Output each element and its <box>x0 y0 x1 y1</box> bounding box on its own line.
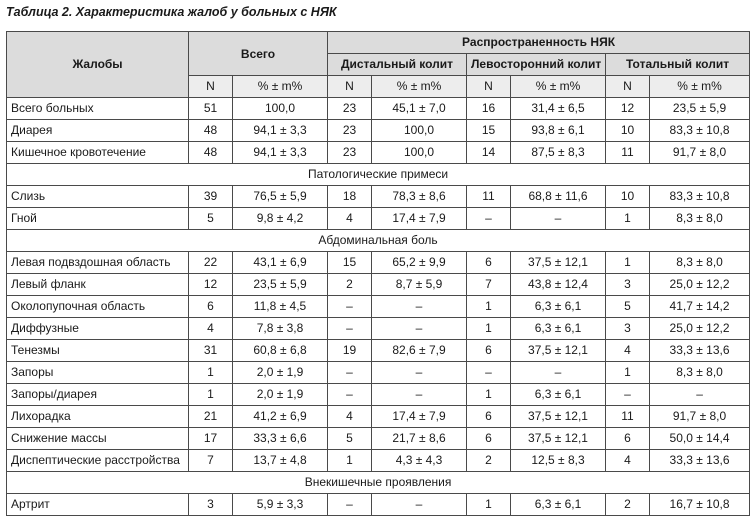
table-cell: 21 <box>189 406 233 428</box>
table-cell: 17 <box>189 428 233 450</box>
table-cell: 60,8 ± 6,8 <box>233 340 328 362</box>
table-cell: 43,8 ± 12,4 <box>511 274 606 296</box>
table-cell: 51 <box>189 98 233 120</box>
table-cell: 11 <box>606 142 650 164</box>
row-label: Артрит <box>7 494 189 516</box>
table-cell: – <box>467 362 511 384</box>
table-cell: – <box>372 296 467 318</box>
section-label: Внекишечные проявления <box>7 472 750 494</box>
section-row <box>7 164 750 186</box>
table-cell: 83,3 ± 10,8 <box>650 186 750 208</box>
header-total: Всего <box>189 32 328 76</box>
table-cell: 33,3 ± 6,6 <box>233 428 328 450</box>
header-pct: % ± m% <box>372 76 467 98</box>
table-cell: 1 <box>467 384 511 406</box>
table-cell: 37,5 ± 12,1 <box>511 340 606 362</box>
table-row <box>7 208 750 230</box>
table-cell: 3 <box>606 274 650 296</box>
row-label: Диспептические расстройства <box>7 450 189 472</box>
table-cell: 23 <box>328 120 372 142</box>
row-label: Гной <box>7 208 189 230</box>
table-cell: – <box>511 208 606 230</box>
table-cell: 12 <box>189 274 233 296</box>
table-cell: – <box>372 494 467 516</box>
table-cell: – <box>606 384 650 406</box>
table-cell: 65,2 ± 9,9 <box>372 252 467 274</box>
table-cell: 18 <box>328 186 372 208</box>
table-cell: 7 <box>189 450 233 472</box>
table-cell: 15 <box>467 120 511 142</box>
table-row <box>7 120 750 142</box>
table-cell: 5 <box>328 428 372 450</box>
table-cell: 21,7 ± 8,6 <box>372 428 467 450</box>
table-cell: – <box>328 494 372 516</box>
table-cell: – <box>328 318 372 340</box>
table-cell: 23 <box>328 98 372 120</box>
table-cell: – <box>328 296 372 318</box>
table-cell: 16,7 ± 10,8 <box>650 494 750 516</box>
row-label: Левая подвздошная область <box>7 252 189 274</box>
table-cell: 17,4 ± 7,9 <box>372 406 467 428</box>
table-row <box>7 274 750 296</box>
header-n: N <box>328 76 372 98</box>
table-cell: 41,2 ± 6,9 <box>233 406 328 428</box>
section-row <box>7 230 750 252</box>
table-cell: 37,5 ± 12,1 <box>511 406 606 428</box>
table-cell: 31,4 ± 6,5 <box>511 98 606 120</box>
row-label: Лихорадка <box>7 406 189 428</box>
row-label: Диарея <box>7 120 189 142</box>
table-cell: 48 <box>189 142 233 164</box>
table-cell: 8,3 ± 8,0 <box>650 362 750 384</box>
row-label: Слизь <box>7 186 189 208</box>
table-cell: 5,9 ± 3,3 <box>233 494 328 516</box>
table-cell: 3 <box>189 494 233 516</box>
row-label: Снижение массы <box>7 428 189 450</box>
table-cell: 25,0 ± 12,2 <box>650 274 750 296</box>
table-cell: 6,3 ± 6,1 <box>511 494 606 516</box>
table-cell: 6 <box>467 252 511 274</box>
table-cell: – <box>650 384 750 406</box>
table-cell: 4,3 ± 4,3 <box>372 450 467 472</box>
table-cell: 1 <box>328 450 372 472</box>
table-cell: 1 <box>189 384 233 406</box>
table-cell: 23,5 ± 5,9 <box>233 274 328 296</box>
table-cell: 8,3 ± 8,0 <box>650 208 750 230</box>
table-cell: 12 <box>606 98 650 120</box>
table-row <box>7 494 750 516</box>
table-cell: 8,3 ± 8,0 <box>650 252 750 274</box>
table-cell: 91,7 ± 8,0 <box>650 142 750 164</box>
table-cell: 6 <box>467 340 511 362</box>
header-complaints: Жалобы <box>7 32 189 98</box>
table-cell: 76,5 ± 5,9 <box>233 186 328 208</box>
table-cell: 37,5 ± 12,1 <box>511 428 606 450</box>
table-cell: 1 <box>467 318 511 340</box>
table-cell: 4 <box>606 450 650 472</box>
table-cell: 100,0 <box>372 142 467 164</box>
table-cell: – <box>372 318 467 340</box>
table-cell: 9,8 ± 4,2 <box>233 208 328 230</box>
table-cell: – <box>328 362 372 384</box>
table-cell: 4 <box>328 208 372 230</box>
table-cell: 1 <box>467 494 511 516</box>
section-row <box>7 472 750 494</box>
table-cell: 1 <box>606 208 650 230</box>
table-cell: 1 <box>606 362 650 384</box>
row-label: Всего больных <box>7 98 189 120</box>
table-cell: 31 <box>189 340 233 362</box>
section-label: Абдоминальная боль <box>7 230 750 252</box>
table-cell: 6,3 ± 6,1 <box>511 318 606 340</box>
table-cell: 6 <box>189 296 233 318</box>
table-caption: Таблица 2. Характеристика жалоб у больных с НЯК <box>6 5 337 19</box>
table-cell: 48 <box>189 120 233 142</box>
table-cell: 1 <box>606 252 650 274</box>
table-cell: 25,0 ± 12,2 <box>650 318 750 340</box>
table-cell: – <box>372 362 467 384</box>
table-cell: 15 <box>328 252 372 274</box>
table-cell: 1 <box>189 362 233 384</box>
header-pct: % ± m% <box>233 76 328 98</box>
table-cell: 23 <box>328 142 372 164</box>
table-cell: – <box>328 384 372 406</box>
table-row <box>7 252 750 274</box>
header-prevalence: Распространенность НЯК <box>328 32 750 54</box>
table-cell: 33,3 ± 13,6 <box>650 450 750 472</box>
table-cell: 2 <box>606 494 650 516</box>
header-n: N <box>467 76 511 98</box>
table-row <box>7 406 750 428</box>
table-cell: 5 <box>606 296 650 318</box>
row-label: Тенезмы <box>7 340 189 362</box>
table-cell: 91,7 ± 8,0 <box>650 406 750 428</box>
table-row <box>7 450 750 472</box>
table-cell: 45,1 ± 7,0 <box>372 98 467 120</box>
row-label: Запоры <box>7 362 189 384</box>
row-label: Запоры/диарея <box>7 384 189 406</box>
table-cell: 50,0 ± 14,4 <box>650 428 750 450</box>
table-cell: 82,6 ± 7,9 <box>372 340 467 362</box>
table-cell: 43,1 ± 6,9 <box>233 252 328 274</box>
table-cell: 19 <box>328 340 372 362</box>
table-cell: 94,1 ± 3,3 <box>233 142 328 164</box>
table-row <box>7 318 750 340</box>
table-cell: 10 <box>606 120 650 142</box>
header-left: Левосторонний колит <box>467 54 606 76</box>
table-cell: – <box>467 208 511 230</box>
table-cell: 22 <box>189 252 233 274</box>
table-cell: – <box>511 362 606 384</box>
header-pct: % ± m% <box>511 76 606 98</box>
table-cell: 4 <box>606 340 650 362</box>
table-cell: 93,8 ± 6,1 <box>511 120 606 142</box>
table-cell: 94,1 ± 3,3 <box>233 120 328 142</box>
table-cell: 37,5 ± 12,1 <box>511 252 606 274</box>
row-label: Левый фланк <box>7 274 189 296</box>
table-row <box>7 296 750 318</box>
table-cell: 6 <box>467 406 511 428</box>
header-n: N <box>606 76 650 98</box>
header-total-colitis: Тотальный колит <box>606 54 750 76</box>
table-row <box>7 142 750 164</box>
complaints-table <box>6 31 750 516</box>
table-cell: 4 <box>328 406 372 428</box>
table-cell: 5 <box>189 208 233 230</box>
table-cell: 11 <box>467 186 511 208</box>
header-n: N <box>189 76 233 98</box>
table-cell: 11,8 ± 4,5 <box>233 296 328 318</box>
table-cell: 6 <box>467 428 511 450</box>
table-cell: 3 <box>606 318 650 340</box>
table-cell: 23,5 ± 5,9 <box>650 98 750 120</box>
table-cell: 6 <box>606 428 650 450</box>
table-row <box>7 362 750 384</box>
table-cell: 11 <box>606 406 650 428</box>
header-pct: % ± m% <box>650 76 750 98</box>
table-cell: 33,3 ± 13,6 <box>650 340 750 362</box>
table-cell: 13,7 ± 4,8 <box>233 450 328 472</box>
table-cell: 1 <box>467 296 511 318</box>
header-distal: Дистальный колит <box>328 54 467 76</box>
section-label: Патологические примеси <box>7 164 750 186</box>
table-cell: 100,0 <box>233 98 328 120</box>
table-cell: 100,0 <box>372 120 467 142</box>
table-cell: 16 <box>467 98 511 120</box>
table-cell: 2,0 ± 1,9 <box>233 384 328 406</box>
table-body <box>7 98 750 516</box>
table-row <box>7 186 750 208</box>
table-row <box>7 428 750 450</box>
table-cell: 68,8 ± 11,6 <box>511 186 606 208</box>
table-cell: 10 <box>606 186 650 208</box>
row-label: Кишечное кровотечение <box>7 142 189 164</box>
table-row <box>7 340 750 362</box>
table-cell: 7 <box>467 274 511 296</box>
table-cell: 39 <box>189 186 233 208</box>
row-label: Диффузные <box>7 318 189 340</box>
table-cell: 17,4 ± 7,9 <box>372 208 467 230</box>
table-cell: – <box>372 384 467 406</box>
table-cell: 14 <box>467 142 511 164</box>
table-cell: 8,7 ± 5,9 <box>372 274 467 296</box>
table-cell: 83,3 ± 10,8 <box>650 120 750 142</box>
table-cell: 2,0 ± 1,9 <box>233 362 328 384</box>
table-cell: 12,5 ± 8,3 <box>511 450 606 472</box>
table-row <box>7 98 750 120</box>
table-cell: 6,3 ± 6,1 <box>511 296 606 318</box>
table-cell: 41,7 ± 14,2 <box>650 296 750 318</box>
table-row <box>7 384 750 406</box>
table-cell: 2 <box>467 450 511 472</box>
table-cell: 7,8 ± 3,8 <box>233 318 328 340</box>
table-cell: 78,3 ± 8,6 <box>372 186 467 208</box>
table-cell: 87,5 ± 8,3 <box>511 142 606 164</box>
row-label: Околопупочная область <box>7 296 189 318</box>
table-cell: 6,3 ± 6,1 <box>511 384 606 406</box>
table-cell: 2 <box>328 274 372 296</box>
table-cell: 4 <box>189 318 233 340</box>
